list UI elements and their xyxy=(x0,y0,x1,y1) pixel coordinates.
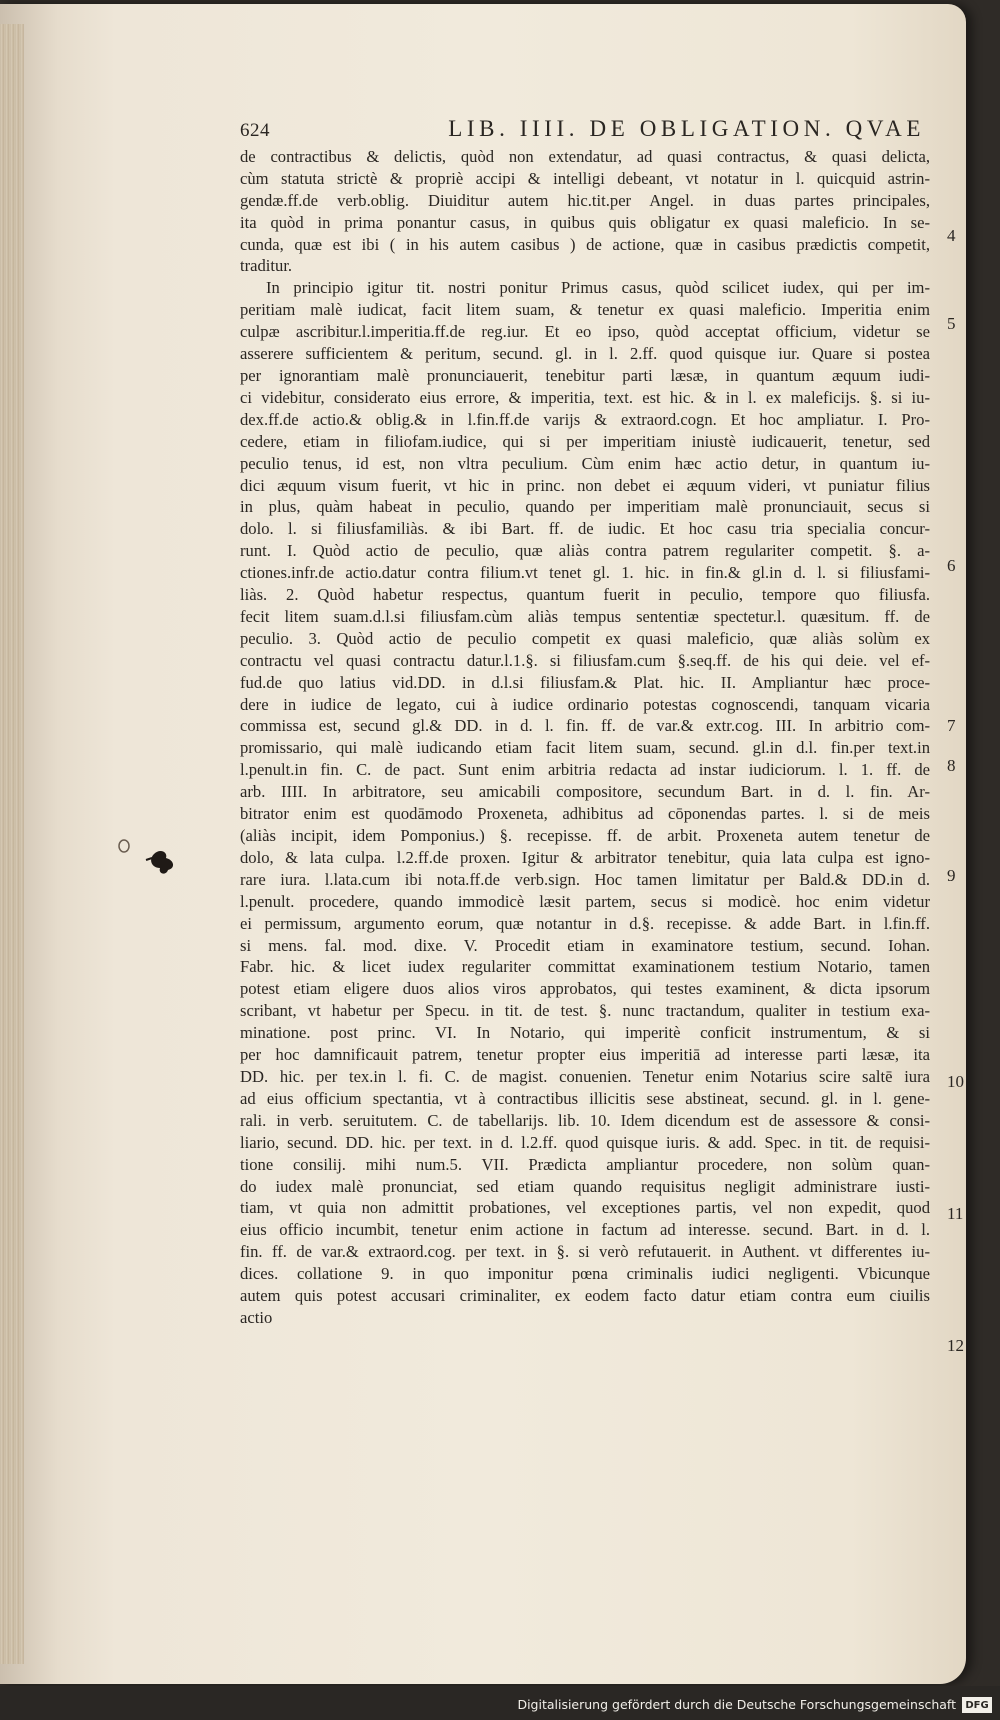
text-line: dex.ff.de actio.& oblig.& in l.fin.ff.de varijs & extraord.cogn. Et hoc ampliatur. I. Pro- xyxy=(240,409,930,429)
text-line: l.penult. procedere, quando immodicè læsit partem, secus si modicè. hoc enim videtur xyxy=(240,891,930,911)
text-line: commissa est, secund gl.& DD. in d. l. fin. ff. de var.& extr.cog. III. In arbitrio com- xyxy=(240,716,930,736)
text-line: cunda, quæ est ibi ( in his autem casibus ) de actione, quæ in casibus prædictis competit, xyxy=(240,234,930,254)
margin-number: 8 xyxy=(947,756,956,775)
text-line: peritiam malè iudicat, facit litem suam, & tenetur ex quasi maleficio. Imperitia enim xyxy=(240,300,930,320)
margin-number: 12 xyxy=(947,1336,964,1355)
text-line: gendæ.ff.de verb.oblig. Diuiditur autem hic.tit.per Angel. in duas partes principales, xyxy=(240,190,930,210)
text-line: ita quòd in prima ponantur casus, in quibus quis obligatur ex quasi maleficio. In se- xyxy=(240,212,930,232)
text-line: dici æquum visum fuerit, vt hic in princ. non debet ei æquum videri, vt puniatur filius xyxy=(240,475,930,495)
text-line: si mens. fal. mod. dixe. V. Procedit etiam in examinatore testium, secund. Iohan. xyxy=(240,935,930,955)
text-line: dolo, & lata culpa. l.2.ff.de proxen. Igitur & arbitrator tenebitur, quia lata culpa est igno- xyxy=(240,847,930,867)
text-line: dere in iudice de legato, cui à iudice ordinario potestas cognoscendi, tanquam vicaria xyxy=(240,694,930,714)
text-line: bitrator enim est quodāmodo Proxeneta, adhibitus ad cōponendas partes. l. si de meis xyxy=(240,804,930,824)
text-line: cùm statuta strictè & propriè accipi & intelligi debeant, vt notatur in l. quicquid astrin- xyxy=(240,168,930,188)
text-line: per hoc damnificauit patrem, tenetur propter eius imperitiā ad interesse parti læsæ, ita xyxy=(240,1045,930,1065)
text-line: fin. ff. de var.& extraord.cog. per text. in §. si verò refutauerit. in Authent. vt differentes iu- xyxy=(240,1242,930,1262)
text-line: fud.de quo latius vid.DD. in d.l.si filiusfam.& Plat. hic. II. Ampliantur hæc proce- xyxy=(240,672,930,692)
text-line: (aliàs incipit, idem Pomponius.) §. recepisse. ff. de arbit. Proxeneta autem tenetur de xyxy=(240,826,930,845)
text-line: ci videbitur, considerato eius errore, & imperitia, text. est hic. & in l. ex maleficijs. §. si iu- xyxy=(240,387,930,407)
text-line: peculio tenus, id est, non vltra peculium. Cùm enim hæc actio detur, in quantum iu- xyxy=(240,453,930,473)
text-line: de contractibus & delictis, quòd non extendatur, ad quasi contractus, & quasi delicta, xyxy=(240,146,930,166)
text-line: per ignorantiam malè pronunciauerit, tenebitur parti læsæ, in quantum æquum iudi- xyxy=(240,365,930,385)
text-line: do iudex malè pronunciat, sed etiam quando requisitus negligit administrare iusti- xyxy=(240,1176,930,1196)
running-title: LIB. IIII. DE OBLIGATION. QVAE xyxy=(448,116,925,141)
text-line: In principio igitur tit. nostri ponitur Primus casus, quòd scilicet iudex, qui per im- xyxy=(266,278,930,298)
margin-number: 10 xyxy=(947,1072,964,1091)
text-line: autem quis potest accusari criminaliter, ex eodem facto datur etiam contra eum ciuilis xyxy=(240,1286,930,1306)
digitization-footer-bar xyxy=(0,1686,1000,1720)
text-line: cedere, etiam in filiofam.iudice, qui si per imperitiam iniustè iudicauerit, tenetur, sed xyxy=(240,431,930,451)
text-line: liàs. 2. Quòd habetur respectus, quantum fuerit in peculio, tempore quo filiusfa. xyxy=(240,585,930,605)
text-line: contractu vel quasi contractu datur.l.1.§. si filiusfam.cum §.seq.ff. de his qui deie. vel ef- xyxy=(240,650,930,670)
funding-credit: Digitalisierung gefördert durch die Deutsche Forschungsgemeinschaft xyxy=(517,1697,956,1712)
text-line: dices. collatione 9. in quo imponitur pœna criminalis iudici negligenti. Vbicunque xyxy=(240,1264,930,1284)
margin-number: 9 xyxy=(947,866,956,885)
text-line: promissario, qui malè iudicando etiam facit litem suam, secund. gl.in d.l. fin.per text.in xyxy=(240,738,930,758)
text-line: DD. hic. per tex.in l. fi. C. de magist. conuenien. Tenetur enim Notarius scire saltē iura xyxy=(240,1066,930,1086)
text-line: peculio. 3. Quòd actio de peculio competit ex quasi maleficio, quæ aliàs solùm ex xyxy=(240,628,930,648)
margin-number: 7 xyxy=(947,716,956,735)
text-line: in plus, quàm habeat in peculio, quando per imperitiam malè pronunciauit, secus si xyxy=(240,497,930,517)
text-line: rali. in verb. seruitutem. C. de tabellarijs. lib. 10. Idem dicendum est de assessore & consi- xyxy=(240,1110,930,1130)
text-line: potest etiam eligere duos alios viros approbatos, qui testes examinent, & dicta ipsorum xyxy=(240,979,930,999)
margin-number: 4 xyxy=(947,226,956,245)
text-line: culpæ ascribitur.l.imperitia.ff.de reg.iur. Et eo ipso, quòd acceptat officium, videtur se xyxy=(240,322,930,342)
text-line: tiam, vt quia non admittit probationes, vel exceptiones partis, vel non expedit, quod xyxy=(240,1198,930,1218)
text-line: ei permissum, argumento eorum, quæ notantur in d.§. recepisse. & adde Bart. in l.fin.ff. xyxy=(240,913,930,933)
text-line: dolo. l. si filiusfamiliàs. & ibi Bart. ff. de iudic. Et hoc casu tria specialia concur- xyxy=(240,519,930,539)
folio-number: 624 xyxy=(240,120,270,141)
text-line: fecit litem suam.d.l.si filiusfam.cùm aliàs tempus sententiæ spectetur.l. quæsitum. ff. de xyxy=(240,606,930,626)
text-line: ad eius officium spectantia, vt à contractibus illicitis sese abstineat, secund. gl. in l. gene- xyxy=(240,1088,930,1108)
dfg-logo: DFG xyxy=(962,1697,992,1713)
text-line: l.penult.in fin. C. de pact. Sunt enim arbitria redacta ad instar iudiciorum. l. 1. ff. de xyxy=(240,760,930,780)
text-line: traditur. xyxy=(240,256,293,276)
text-line: minatione. post princ. VI. In Notario, qui imperitè conficit instrumentum, & si xyxy=(240,1023,930,1043)
text-line: runt. I. Quòd actio de peculio, quæ aliàs contra patrem regulariter competit. §. a- xyxy=(240,541,930,561)
text-line: liario, secund. DD. hic. per text. in d. l.2.ff. quod quisque iuris. & add. Spec. in tit. de requisi- xyxy=(240,1132,930,1152)
margin-number: 6 xyxy=(947,556,956,575)
text-line: asserere sufficientem & peritum, secund. gl. in l. 2.ff. quod quisque iur. Quare si postea xyxy=(240,344,930,364)
text-line: ctiones.infr.de actio.datur contra filium.vt tenet gl. 1. hic. in fin.& gl.in d. l. si filiusfami- xyxy=(240,563,930,583)
margin-number: 11 xyxy=(947,1204,964,1223)
margin-number: 5 xyxy=(947,314,956,333)
text-line: scribant, vt habetur per Specu. in tit. de test. §. nunc tractandum, qualiter in testium exa- xyxy=(240,1001,930,1021)
text-line: eius officio incumbit, tenetur enim actione in factum ad interesse. secund. Bart. in d. l. xyxy=(240,1220,930,1240)
text-line: rare iura. l.lata.cum ibi nota.ff.de verb.sign. Hoc tamen limitatur per Bald.& DD.in d. xyxy=(240,869,930,889)
text-line: arb. IIII. In arbitratore, seu amicabili compositore, secundum Bart. in d. l. fin. Ar- xyxy=(240,782,930,802)
text-line: tione consilij. mihi num.5. VII. Prædicta ampliantur procedere, non solùm quan- xyxy=(240,1154,930,1174)
text-line: Fabr. hic. & licet iudex regulariter committat examinationem testium Notario, tamen xyxy=(240,957,930,977)
text-line: actio xyxy=(240,1307,273,1327)
